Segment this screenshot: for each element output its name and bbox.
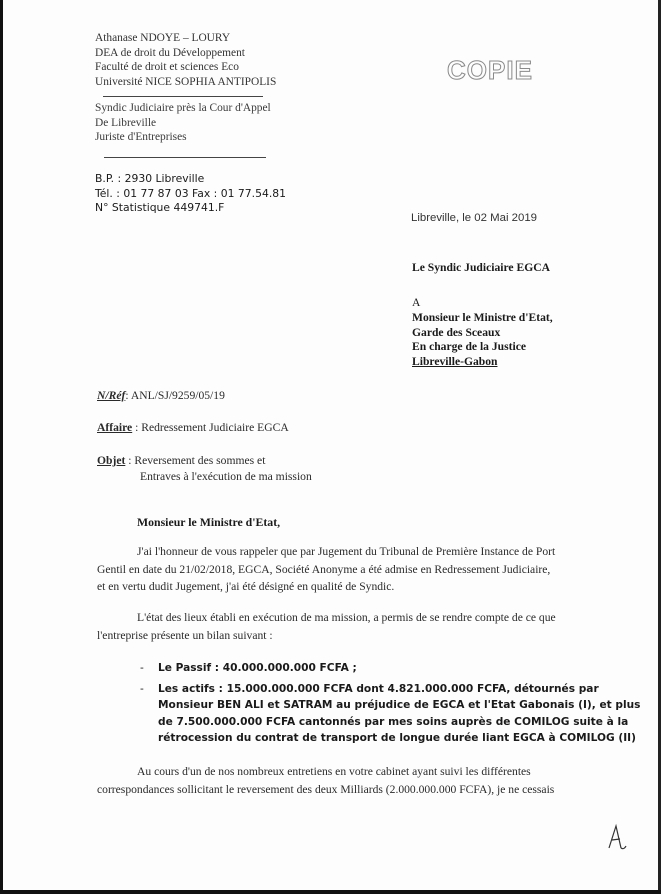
objet-block xyxy=(97,453,312,485)
objet-label: Objet xyxy=(97,454,126,467)
balance-list xyxy=(140,660,641,747)
role-3: Juriste d'Entreprises xyxy=(95,131,187,143)
letterhead-divider-1 xyxy=(103,96,263,97)
paragraph-3-line: correspondances sollicitant le reversement des deux Milliards (2.000.000.000 FCFA), je ne cessais xyxy=(97,782,555,796)
affaire-value: : Redressement Judiciaire EGCA xyxy=(135,421,289,434)
paragraph-1-line: Gentil en date du 21/02/2018, EGCA, Société Anonyme a été admise en Redressement Judiciaire, xyxy=(97,562,551,576)
letterhead-roles xyxy=(95,101,271,145)
letter-sender: Le Syndic Judiciaire EGCA xyxy=(412,261,550,274)
paragraph-3 xyxy=(97,763,607,798)
handwritten-page-mark-icon xyxy=(605,822,627,852)
recipient-line-2: Garde des Sceaux xyxy=(412,325,501,339)
letterhead-divider-2 xyxy=(104,157,266,158)
balance-line: rétrocession du contrat de transport de longue durée liant EGCA à COMILOG (II) xyxy=(158,732,636,745)
balance-line: Le Passif : 40.000.000.000 FCFA ; xyxy=(158,662,357,674)
recipient-line-1: Monsieur le Ministre d'Etat, xyxy=(412,310,553,324)
salutation: Monsieur le Ministre d'Etat, xyxy=(137,515,281,529)
paragraph-2-line: L'état des lieux établi en exécution de ma mission, a permis de se rendre compte de ce que xyxy=(137,611,556,624)
qualification-1: DEA de droit du Développement xyxy=(95,46,245,59)
contact-bp: B.P. : 2930 Libreville xyxy=(95,172,205,185)
balance-line: Monsieur BEN ALI et SATRAM au préjudice de EGCA et l'Etat Gabonais (I), et plus xyxy=(158,699,641,712)
recipient-a: A xyxy=(412,296,421,309)
reference-label: N/Réf xyxy=(97,389,126,402)
reference-value: : ANL/SJ/9259/05/19 xyxy=(125,389,225,402)
paragraph-3-line: Au cours d'un de nos nombreux entretiens en votre cabinet ayant suivi les différentes xyxy=(137,765,531,778)
balance-item-actifs xyxy=(140,681,641,747)
contact-tel-fax: Tél. : 01 77 87 03 Fax : 01 77.54.81 xyxy=(95,186,286,200)
affaire-label: Affaire xyxy=(97,421,133,434)
letter-date: Libreville, le 02 Mai 2019 xyxy=(411,212,538,224)
letter-recipient xyxy=(412,296,553,370)
letterhead-author xyxy=(95,31,276,89)
letterhead-contact xyxy=(95,172,286,216)
paragraph-1 xyxy=(97,543,607,596)
role-1: Syndic Judiciaire près la Cour d'Appel xyxy=(95,102,271,114)
bullet-dash: - xyxy=(140,682,144,695)
balance-line: de 7.500.000.000 FCFA cantonnés par mes soins auprès de COMILOG suite à la xyxy=(158,715,629,728)
recipient-line-4: Libreville-Gabon xyxy=(412,355,498,369)
affaire-line xyxy=(97,421,289,434)
qualification-3: Université NICE SOPHIA ANTIPOLIS xyxy=(95,75,277,88)
objet-value-1: : Reversement des sommes et xyxy=(128,454,266,467)
role-2: De Libreville xyxy=(95,116,157,129)
paragraph-2 xyxy=(97,609,607,644)
objet-value-2: Entraves à l'exécution de ma mission xyxy=(140,470,312,483)
scan-edge-left xyxy=(0,0,3,894)
contact-statistique: N° Statistique 449741.F xyxy=(95,201,225,214)
qualification-2: Faculté de droit et sciences Eco xyxy=(95,61,239,73)
copy-stamp: COPIE xyxy=(447,55,533,85)
paragraph-1-line: J'ai l'honneur de vous rappeler que par Jugement du Tribunal de Première Instance de Port xyxy=(137,545,556,558)
scan-edge-bottom xyxy=(0,890,661,894)
reference-line xyxy=(97,389,225,402)
balance-item-passif xyxy=(140,660,608,677)
balance-line: Les actifs : 15.000.000.000 FCFA dont 4.821.000.000 FCFA, détournés par xyxy=(158,682,599,695)
paragraph-1-line: et en vertu dudit Jugement, j'ai été désigné en qualité de Syndic. xyxy=(97,580,395,594)
author-name: Athanase NDOYE – LOURY xyxy=(95,32,231,44)
bullet-dash: - xyxy=(140,662,144,674)
paragraph-2-line: l'entreprise présente un bilan suivant : xyxy=(97,628,273,642)
recipient-line-3: En charge de la Justice xyxy=(412,340,526,354)
